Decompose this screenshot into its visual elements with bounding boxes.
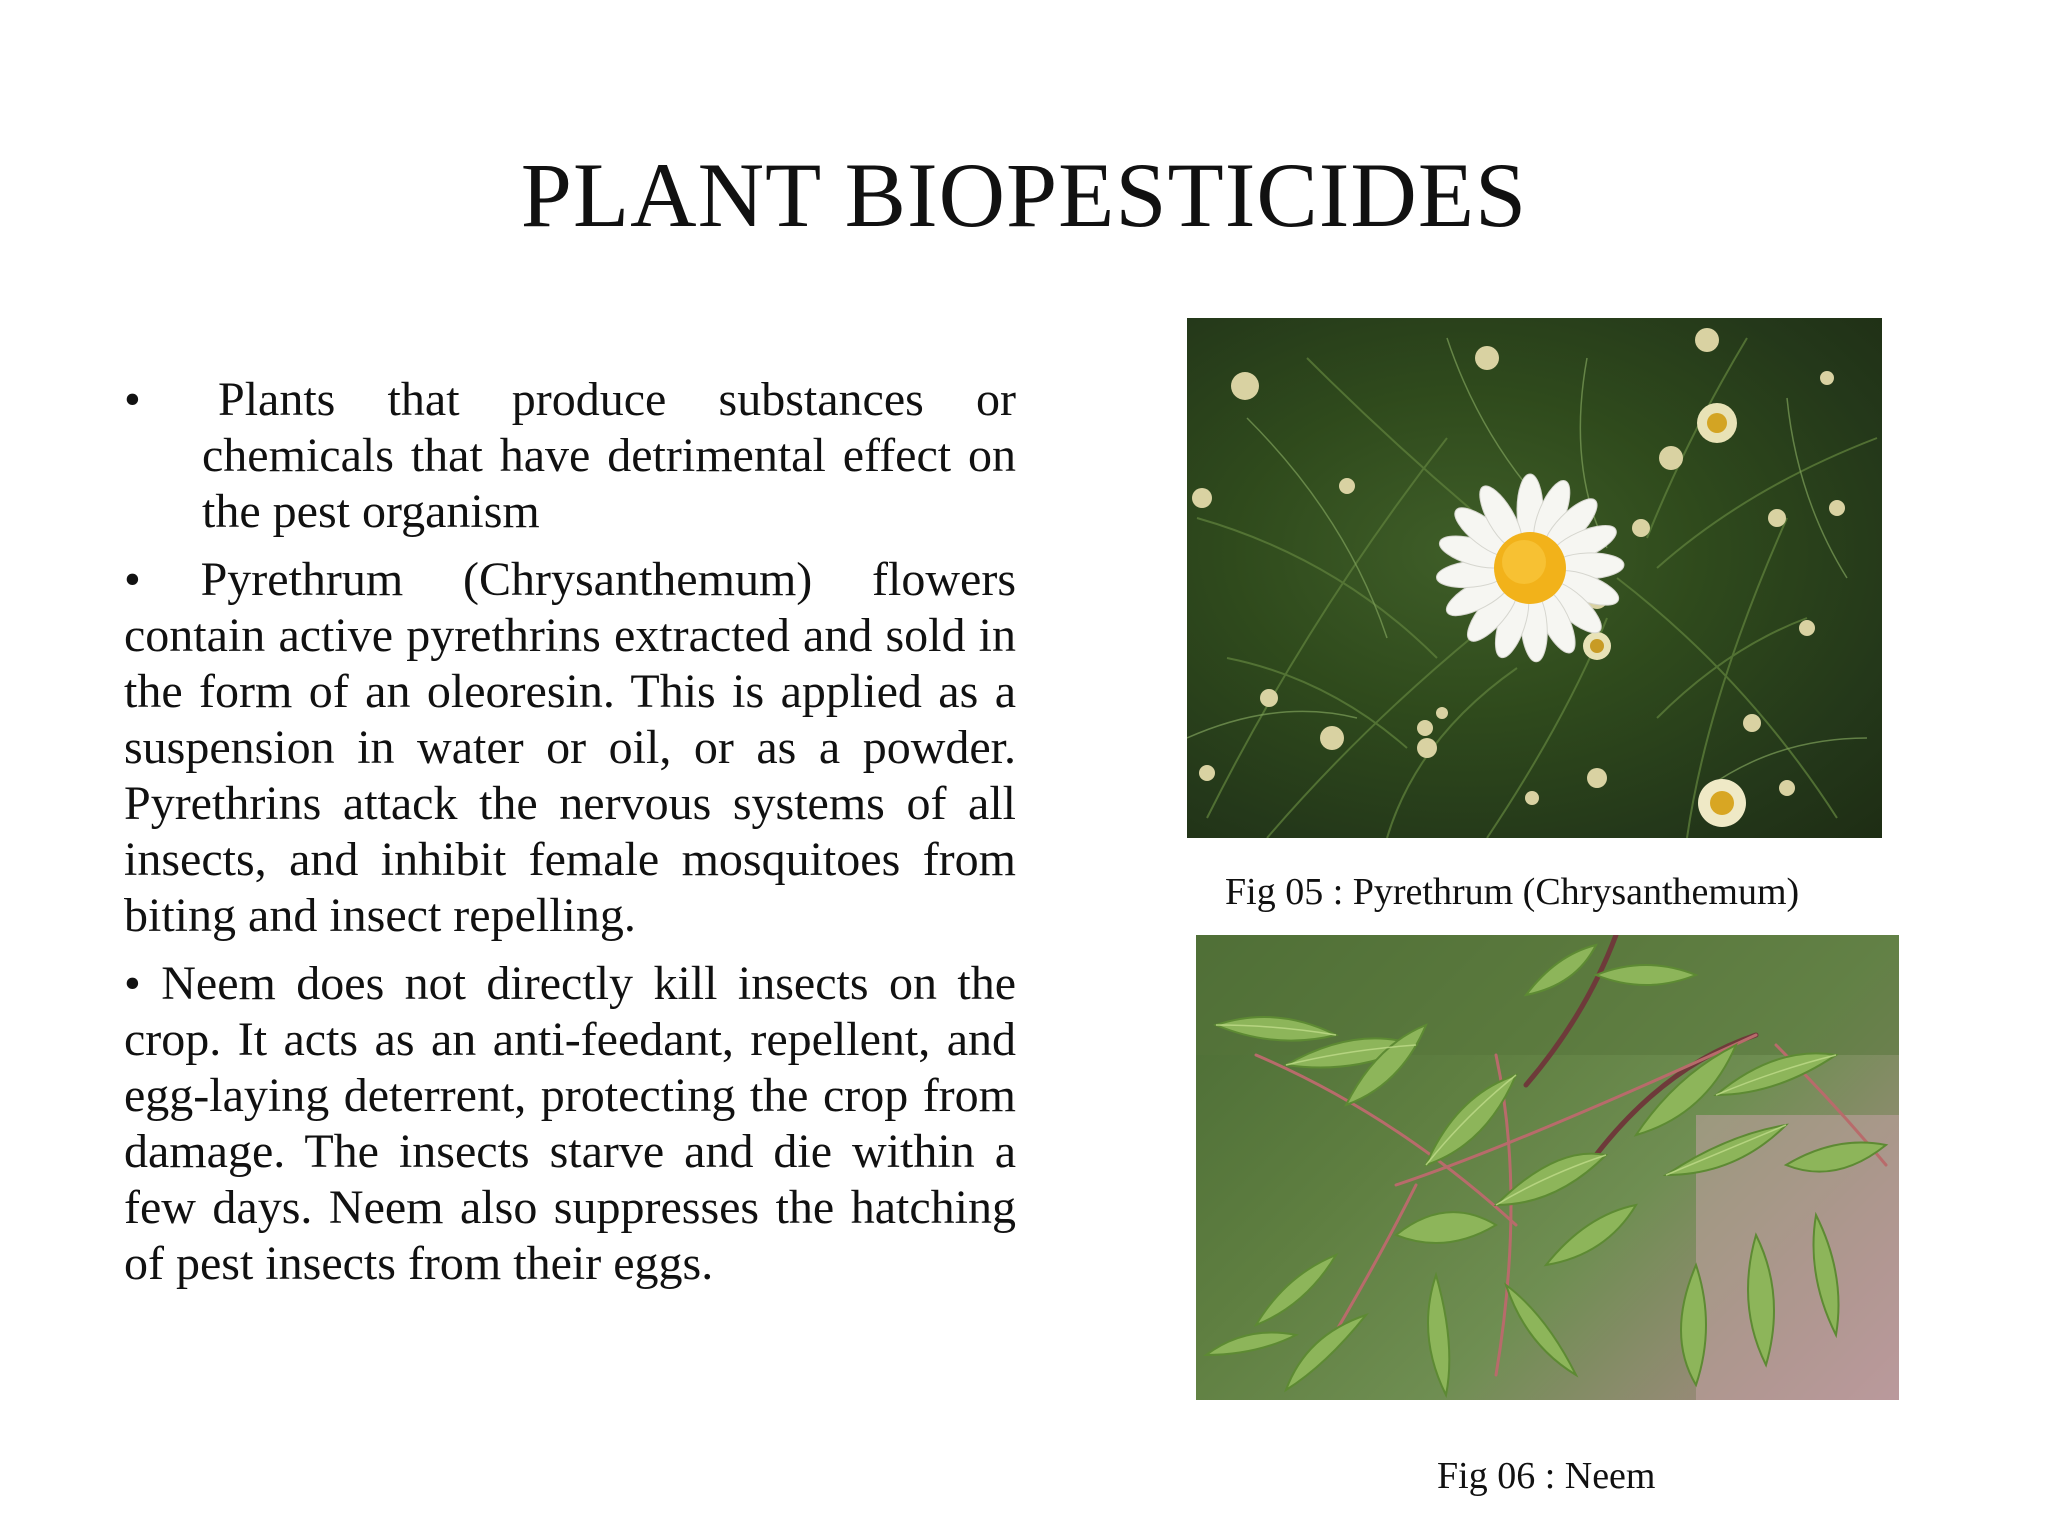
bullet-item <box>124 372 1016 540</box>
slide-title: PLANT BIOPESTICIDES <box>520 144 1528 246</box>
bullet-item: • Neem does not directly kill insects on the crop. It acts as an anti-feedant, repellent, and egg-laying deterrent, protecting the crop from damage. The insects starve and die within a few days. Neem also suppresses the hatching of pest insects from their eggs. <box>124 957 1016 1290</box>
chrysanthemum-illustration <box>1187 318 1882 838</box>
neem-leaves-photo <box>1196 935 1899 1400</box>
figure-caption: Fig 06 : Neem <box>1437 1455 1656 1497</box>
neem-illustration <box>1196 935 1899 1400</box>
figure-caption: Fig 05 : Pyrethrum (Chrysanthemum) <box>1225 871 1800 913</box>
chrysanthemum-photo <box>1187 318 1882 838</box>
bullet-marker: • <box>124 373 141 426</box>
bullet-text: Plants that produce substances or chemicals that have detrimental effect on the pest organism <box>202 373 1016 538</box>
bullet-list <box>124 372 1016 1304</box>
bullet-item: • Pyrethrum (Chrysanthemum) flowers contain active pyrethrins extracted and sold in the form of an oleoresin. This is applied as a suspension in water or oil, or as a powder. Pyrethrins attack the nervous systems of all insects, and inhibit female mosquitoes from biting and insect repelling. <box>124 553 1016 942</box>
